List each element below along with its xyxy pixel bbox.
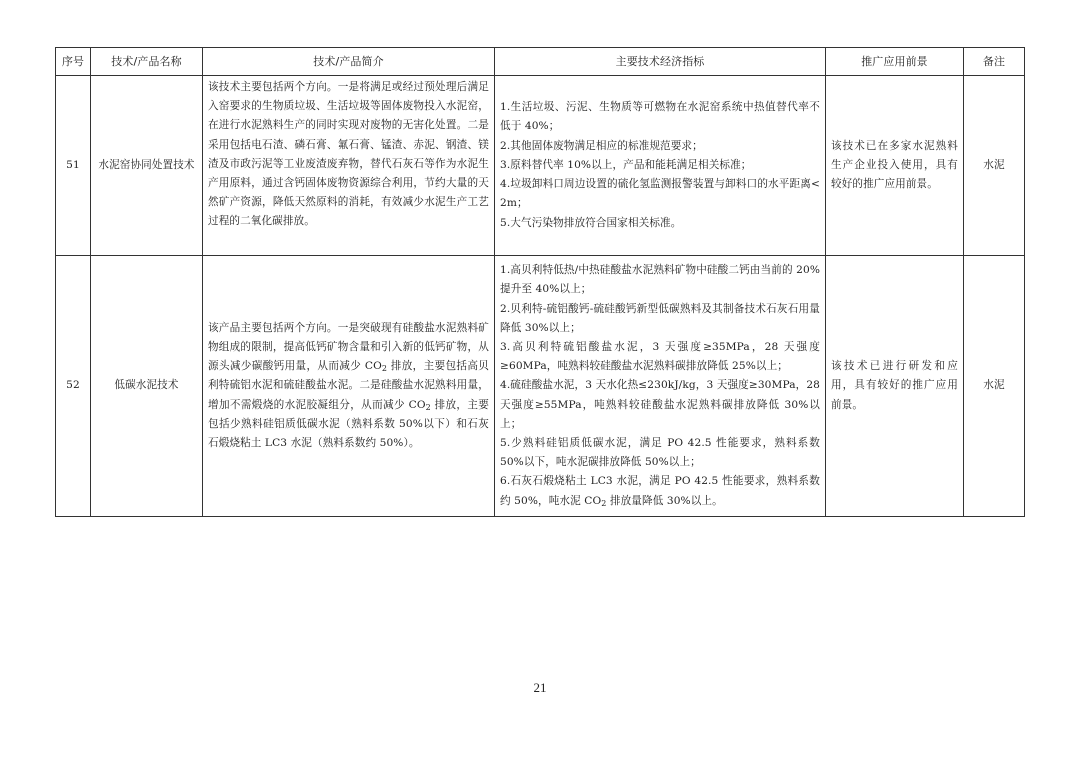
row-remark: 水泥 — [964, 76, 1025, 256]
indicator-item — [500, 472, 820, 510]
row-prospect: 该技术已进行研发和应用，具有较好的推广应用前景。 — [826, 256, 964, 517]
header-serial-number: 序号 — [56, 48, 91, 76]
indicator-text-part: 排放量降低 30%以上。 — [606, 494, 723, 507]
row-serial-number: 52 — [56, 256, 91, 517]
indicator-item: 1.高贝利特低热/中热硅酸盐水泥熟料矿物中硅酸二钙由当前的 20%提升至 40%以上； — [500, 264, 820, 296]
header-name: 技术/产品名称 — [91, 48, 203, 76]
intro-text-part: 排放，主要包括高贝利特硫铝水泥和硫硅酸盐水泥。二是硅酸盐水泥熟料用量，增加不需煅烧的水泥胶凝组分，从而减少 CO — [208, 360, 490, 411]
subscript: 2 — [381, 364, 388, 374]
row-introduction — [203, 256, 495, 517]
indicator-item: 3.原料替代率 10%以上，产品和能耗满足相关标准； — [500, 158, 752, 171]
indicator-item: 2.贝利特-硫铝酸钙-硫硅酸钙新型低碳熟料及其制备技术石灰石用量降低 30%以上； — [500, 302, 820, 334]
header-indicators: 主要技术经济指标 — [495, 48, 826, 76]
header-prospect: 推广应用前景 — [826, 48, 964, 76]
subscript: 2 — [601, 498, 607, 508]
indicator-item: 3.高贝利特硫铝酸盐水泥，3 天强度≥35MPa，28 天强度≥60MPa，吨熟料较硅酸盐水泥熟料碳排放降低 25%以上； — [500, 340, 820, 373]
table-header-row — [56, 48, 1025, 76]
row-prospect: 该技术已在多家水泥熟料生产企业投入使用，具有较好的推广应用前景。 — [826, 76, 964, 256]
indicator-text-part: 6.石灰石煅烧粘土 LC3 水泥，满足 PO 42.5 性能要求，熟料系数约 50%，吨水泥 CO — [500, 475, 820, 507]
indicator-item: 4.硫硅酸盐水泥，3 天水化热≤230kJ/kg，3 天强度≥30MPa，28 天强度≥55MPa，吨熟料较硅酸盐水泥熟料碳排放降低 30%以上； — [500, 379, 820, 430]
row-indicators — [495, 76, 826, 256]
row-serial-number: 51 — [56, 76, 91, 256]
row-name: 低碳水泥技术 — [91, 256, 203, 517]
technology-table — [55, 47, 1025, 517]
row-introduction: 该技术主要包括两个方向。一是将满足或经过预处理后满足入窑要求的生物质垃圾、生活垃圾等固体废物投入水泥窑，在进行水泥熟料生产的同时实现对废物的无害化处置。二是采用包括电石渣、磷石膏、氟石膏、锰渣、赤泥、钢渣、镁渣及市政污泥等工业废渣废弃物，替代石灰石等作为水泥生产用原料，通过含钙固体废物资源综合利用，节约大量的天然矿产资源，降低天然原料的消耗，有效减少水泥生产工艺过程的二氧化碳排放。 — [203, 76, 495, 256]
page-number: 21 — [533, 680, 547, 695]
intro-text-part: 该产品主要包括两个方向。一是突破现有硅酸盐水泥熟料矿物组成的限制，提高低钙矿物含量和引入新的低钙矿物，从源头减少碳酸钙用量，从而减少 CO — [208, 321, 489, 373]
table-row — [56, 256, 1025, 517]
row-name: 水泥窑协同处置技术 — [91, 76, 203, 256]
header-introduction: 技术/产品简介 — [203, 48, 495, 76]
indicator-item: 5.少熟料硅铝质低碳水泥，满足 PO 42.5 性能要求，熟料系数 50%以下，吨水泥碳排放降低 50%以上； — [500, 437, 820, 469]
intro-text-part: 排放，主要包括少熟料硅铝质低碳水泥（熟料系数 50%以下）和石灰石煅烧粘土 LC3 水泥（熟料系数约 50%）。 — [208, 398, 489, 449]
row-remark: 水泥 — [964, 256, 1025, 517]
row-indicators — [495, 256, 826, 517]
indicator-item: 5.大气污染物排放符合国家相关标准。 — [500, 216, 682, 229]
table-row — [56, 76, 1025, 256]
indicator-item: 1.生活垃圾、污泥、生物质等可燃物在水泥窑系统中热值替代率不低于 40%； — [500, 101, 820, 133]
subscript: 2 — [425, 402, 431, 412]
indicator-item: 4.垃圾卸料口周边设置的硫化氢监测报警装置与卸料口的水平距离< 2m； — [500, 178, 820, 210]
indicator-item: 2.其他固体废物满足相应的标准规范要求； — [500, 139, 703, 152]
header-remark: 备注 — [964, 48, 1025, 76]
